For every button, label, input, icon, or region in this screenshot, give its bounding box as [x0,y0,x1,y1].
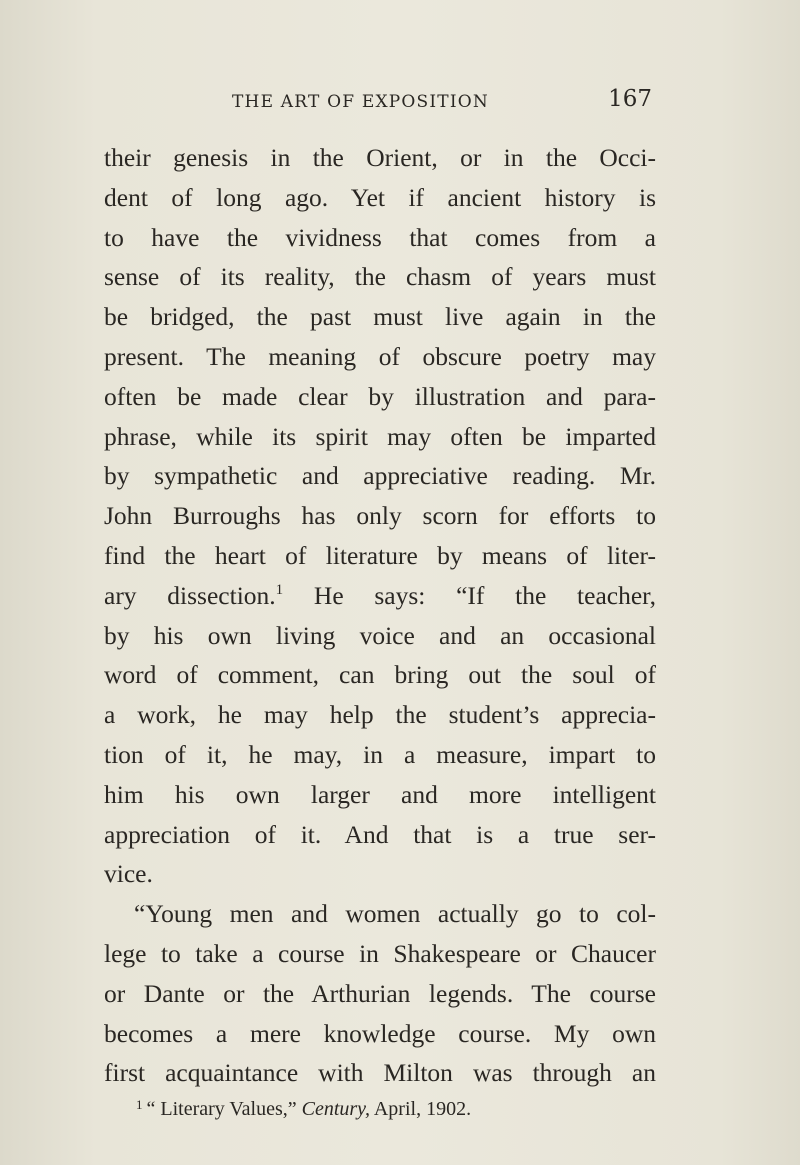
page-header [232,86,652,120]
text-line: a work, he may help the student’s apprecia- [104,700,656,730]
text-line: find the heart of literature by means of liter- [104,540,656,570]
running-head: THE ART OF EXPOSITION [232,92,489,112]
text-line: “Young men and women actually go to col- [134,899,656,929]
text-line: be bridged, the past must live again in the [104,302,656,332]
text-line: John Burroughs has only scorn for efforts to [104,501,656,531]
text-line: to have the vividness that comes from a [104,222,656,252]
text-line: appreciation of it. And that is a true ser- [104,819,656,849]
footnote-number: 1 [136,1097,143,1112]
footnote-reference: 1 [275,581,284,598]
footnote-text: “ Literary Values,” [146,1098,302,1120]
text-line: lege to take a course in Shakespeare or Chaucer [104,938,656,968]
text-line: present. The meaning of obscure poetry may [104,341,656,371]
page-number: 167 [608,86,652,112]
text-segment: He says: “If the teacher, [283,580,656,610]
text-line: their genesis in the Orient, or in the Occi- [104,143,656,172]
text-line: by his own living voice and an occasional [104,620,656,650]
text-line: word of comment, can bring out the soul of [104,660,656,690]
text-line: or Dante or the Arthurian legends. The course [104,978,656,1008]
text-line: by sympathetic and appreciative reading. Mr. [104,461,656,491]
text-line: becomes a mere knowledge course. My own [104,1018,656,1048]
footnote [136,1097,471,1121]
text-line: often be made clear by illustration and para- [104,381,656,411]
body-text [104,138,656,1093]
text-line: him his own larger and more intelligent [104,779,656,809]
text-line: dent of long ago. Yet if ancient history is [104,182,656,212]
text-segment: ary dissection. [104,580,276,610]
footnote-date: April, 1902. [369,1098,472,1120]
text-line: sense of its reality, the chasm of years must [104,262,656,292]
text-line: first acquaintance with Milton was through an [104,1058,656,1088]
text-line: tion of it, he may, in a measure, impart to [104,739,656,769]
text-line: phrase, while its spirit may often be imparted [104,421,656,451]
text-line-with-footnote-ref [104,576,656,616]
footnote-journal: Century, [301,1098,370,1120]
text-line: vice. [104,859,153,889]
